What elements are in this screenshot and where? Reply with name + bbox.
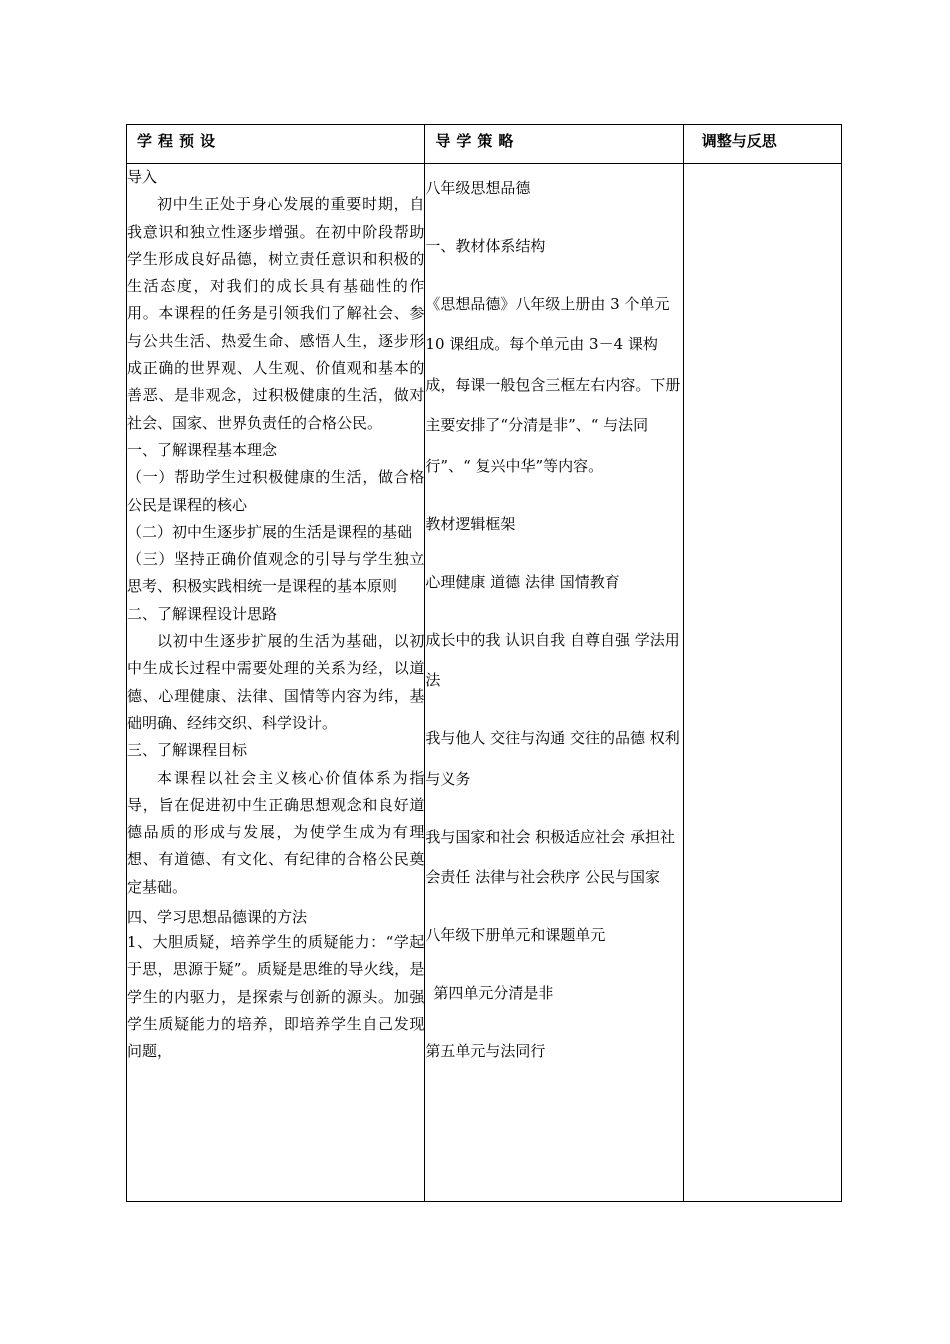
spacer: [425, 1014, 682, 1032]
header-label: 调整与反思: [701, 132, 777, 150]
header-learning-preset: [127, 125, 425, 164]
strategy-framework-line4: 我与国家和社会 积极适应社会 承担社会责任 法律与社会秩序 公民与国家: [425, 827, 675, 886]
section1-item2: （二）初中生逐步扩展的生活是课程的基础: [127, 522, 413, 541]
strategy-unit4: 第四单元分清是非: [433, 984, 554, 1002]
lesson-plan-table: [126, 124, 842, 1202]
strategy-framework-line2: 成长中的我 认识自我 自尊自强 学法用法: [425, 630, 680, 689]
spacer: [425, 602, 682, 620]
learning-preset-cell: [127, 164, 425, 1202]
section1-title: 一、了解课程基本理念: [127, 440, 278, 459]
strategy-framework-line3: 我与他人 交往与沟通 交往的品德 权利与义务: [425, 729, 680, 788]
adjust-reflect-cell: [683, 164, 841, 1202]
strategy-structure-body: 《思想品德》八年级上册由 3 个单元 10 课组成。每个单元由 3－4 课构成，每课一般包含三框左右内容。下册主要安排了“分清是非”、“ 与法同行”、“ 复兴中华”等内容。: [425, 294, 681, 475]
strategy-grade-title: 八年级思想品德: [425, 178, 531, 197]
intro-body: 初中生正处于身心发展的重要时期，自我意识和独立性逐步增强。在初中阶段帮助学生形成良好品德，树立责任意识和积极的生活态度，对我们的成长具有基础性的作用。本课程的任务是引领我们了解社会、参与公共生活、热爱生命、感悟人生，逐步形成正确的世界观、人生观、价值观和基本的善恶、是非观念，过积极健康的生活，做对社会、国家、世界负责任的合格公民。: [127, 195, 425, 432]
spacer: [425, 898, 682, 916]
table-header-row: [127, 125, 842, 164]
section4-title: 四、学习思想品德课的方法: [127, 908, 308, 927]
spacer: [425, 266, 682, 284]
header-guidance-strategy: [425, 125, 683, 164]
header-adjust-reflect: [683, 125, 841, 164]
strategy-units-title: 八年级下册单元和课题单元: [425, 926, 606, 944]
strategy-framework-line1: 心理健康 道德 法律 国情教育: [425, 572, 620, 591]
section3-title: 三、了解课程目标: [127, 741, 248, 760]
strategy-framework-title: 教材逻辑框架: [425, 514, 516, 533]
section3-body: 本课程以社会主义核心价值体系为指导，旨在促进初中生正确思想观念和良好道德品质的形成与发展，为使学生成为有理想、有道德、有文化、有纪律的合格公民奠定基础。: [127, 768, 425, 896]
table-body-row: [127, 164, 842, 1202]
strategy-structure-title: 一、教材体系结构: [425, 236, 546, 255]
header-label: 学程预设: [137, 132, 222, 150]
section4-body: 1、大胆质疑，培养学生的质疑能力：“学起于思，思源于疑”。质疑是思维的导火线，是学生的内驱力，是探索与创新的源头。加强学生质疑能力的培养，即培养学生自己发现问题，: [127, 933, 425, 1061]
intro-title: 导入: [127, 168, 158, 186]
section1-item3: （三）坚持正确价值观念的引导与学生独立思考、积极实践相统一是课程的基本原则: [127, 550, 425, 596]
spacer: [425, 956, 682, 974]
strategy-unit5: 第五单元与法同行: [425, 1042, 546, 1060]
section1-item1: （一）帮助学生过积极健康的生活，做合格公民是课程的核心: [127, 468, 425, 514]
header-label: 导学策略: [435, 132, 520, 150]
spacer: [425, 701, 682, 719]
spacer: [425, 208, 682, 226]
spacer: [425, 486, 682, 504]
spacer: [425, 544, 682, 562]
spacer: [425, 799, 682, 817]
section2-title: 二、了解课程设计思路: [127, 604, 278, 623]
guidance-strategy-cell: [425, 164, 683, 1202]
section2-body: 以初中生逐步扩展的生活为基础，以初中生成长过程中需要处理的关系为经，以道德、心理健康、法律、国情等内容为纬，基础明确、经纬交织、科学设计。: [127, 632, 425, 732]
